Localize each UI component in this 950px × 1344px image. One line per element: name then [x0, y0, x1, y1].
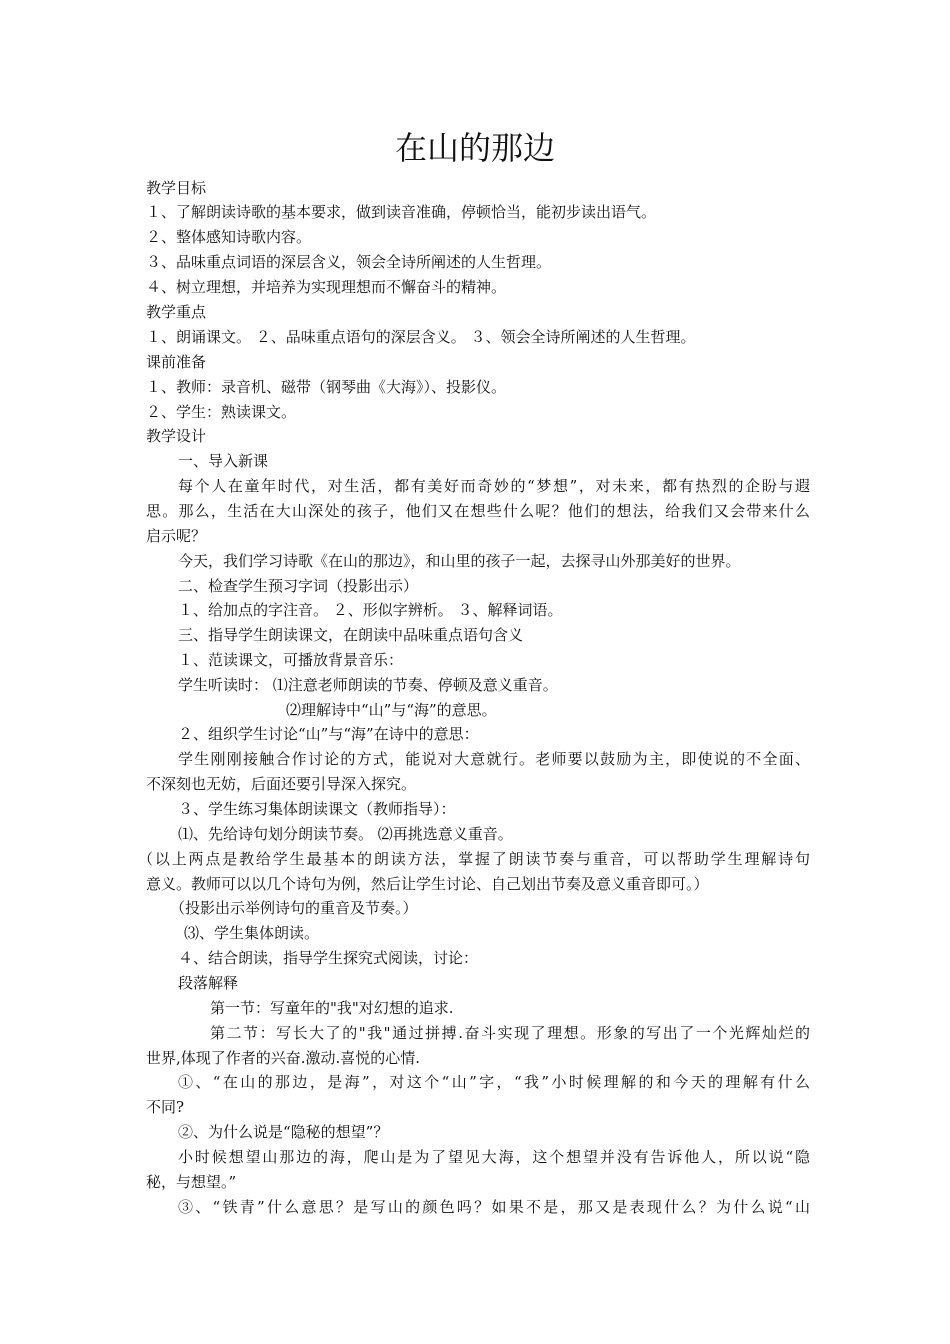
- reading-step-3-item-3: ⑶、学生集体朗读。: [184, 924, 320, 942]
- paragraph-line: 世界,体现了作者的兴奋.激动.喜悦的心情.: [146, 1049, 421, 1067]
- answer-2: 小时候想望山那边的海，爬山是为了望见大海，这个想望并没有告诉他人，所以说“隐: [178, 1148, 810, 1166]
- paragraph-line: 学生刚刚接触合作讨论的方式，能说对大意就行。老师要以鼓励为主，即使说的不全面、: [178, 750, 810, 768]
- reading-step-2: ２、组织学生讨论“山”与“海”在诗中的意思：: [178, 725, 479, 743]
- paragraph-line: 思。那么，生活在大山深处的孩子，他们又在想些什么呢？他们的想法，给我们又会带来什么: [146, 502, 810, 520]
- question-2: ②、为什么说是“隐秘的想望”？: [178, 1123, 389, 1141]
- reading-step-4: ４、结合朗读，指导学生探究式阅读，讨论：: [178, 949, 479, 967]
- section-check: 二、检查学生预习字词（投影出示）: [178, 577, 419, 595]
- preparation-teacher: １、教师：录音机、磁带（钢琴曲《大海》）、投影仪。: [146, 378, 507, 396]
- listening-note-1: 学生听读时： ⑴注意老师朗读的节奏、停顿及意义重音。: [178, 676, 558, 694]
- check-items: １、给加点的字注音。 ２、形似字辨析。 ３、解释词语。: [178, 601, 563, 619]
- key-points: １、朗诵课文。 ２、品味重点语句的深层含义。 ３、领会全诗所阐述的人生哲理。: [146, 328, 696, 346]
- paragraph-line: 今天，我们学习诗歌《在山的那边》，和山里的孩子一起，去探寻山外那美好的世界。: [178, 552, 741, 570]
- paragraph-line: （以上两点是教给学生最基本的朗读方法，掌握了朗读节奏与重音，可以帮助学生理解诗句: [138, 850, 810, 868]
- heading-design: 教学设计: [146, 427, 207, 445]
- listening-note-2: ⑵理解诗中“山”与“海”的意思。: [286, 701, 497, 719]
- section-intro: 一、导入新课: [178, 452, 269, 470]
- stanza-1-note: 第一节：写童年的"我"对幻想的追求.: [210, 999, 454, 1017]
- paragraph-line: 不同?: [146, 1098, 185, 1116]
- stanza-2-note: 第二节：写长大了的"我"通过拼搏.奋斗实现了理想。形象的写出了一个光辉灿烂的: [210, 1024, 810, 1042]
- reading-step-1: １、范读课文，可播放背景音乐：: [178, 651, 404, 669]
- question-3: ③、“铁青”什么意思？是写山的颜色吗？如果不是，那又是表现什么？为什么说“山: [178, 1198, 810, 1216]
- paragraph-line: 不深刻也无妨，后面还要引导深入探究。: [146, 775, 417, 793]
- section-reading: 三、指导学生朗读课文，在朗读中品味重点语句含义: [178, 626, 524, 644]
- reading-step-3-items: ⑴、先给诗句划分朗读节奏。 ⑵再挑选意义重音。: [178, 825, 513, 843]
- objective-2: ２、整体感知诗歌内容。: [146, 228, 312, 246]
- question-1: ①、“在山的那边，是海”，对这个“山”字，“我”小时候理解的和今天的理解有什么: [178, 1073, 810, 1091]
- paragraph-line: 每个人在童年时代，对生活，都有美好而奇妙的“梦想”，对未来，都有热烈的企盼与遐: [178, 477, 810, 495]
- objective-4: ４、树立理想，并培养为实现理想而不懈奋斗的精神。: [146, 278, 507, 296]
- objective-1: １、了解朗读诗歌的基本要求，做到读音准确，停顿恰当，能初步读出语气。: [146, 203, 657, 221]
- projection-note: （投影出示举例诗句的重音及节奏。）: [170, 899, 418, 917]
- objective-3: ３、品味重点词语的深层含义，领会全诗所阐述的人生哲理。: [146, 253, 552, 271]
- heading-preparation: 课前准备: [146, 353, 207, 371]
- heading-paragraph-explanation: 段落解释: [178, 974, 239, 992]
- paragraph-line: 秘，与想望。”: [146, 1173, 237, 1191]
- paragraph-line: 意义。教师可以以几个诗句为例，然后让学生讨论、自己划出节奏及意义重音即可。）: [146, 875, 709, 893]
- reading-step-3: ３、学生练习集体朗读课文（教师指导）：: [178, 800, 456, 818]
- preparation-student: ２、学生：熟读课文。: [146, 403, 297, 421]
- paragraph-line: 启示呢？: [146, 527, 207, 545]
- heading-objectives: 教学目标: [146, 179, 207, 197]
- heading-key-points: 教学重点: [146, 303, 207, 321]
- document-title: 在山的那边: [394, 129, 555, 167]
